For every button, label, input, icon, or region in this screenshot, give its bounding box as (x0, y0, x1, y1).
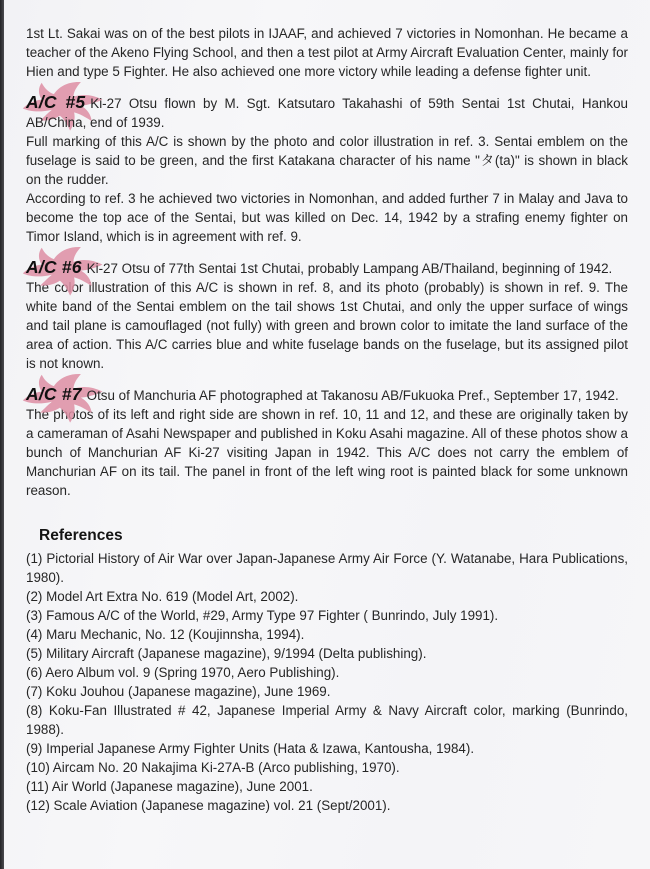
reference-item: (1) Pictorial History of Air War over Japan-Japanese Army Air Force (Y. Watanabe, Hara Publications, 1980). (26, 551, 628, 585)
reference-item: (10) Aircam No. 20 Nakajima Ki-27A-B (Arco publishing, 1970). (26, 760, 400, 775)
references-list (26, 549, 628, 815)
references-title: References (39, 527, 123, 544)
reference-item: (4) Maru Mechanic, No. 12 (Koujinnsha, 1994). (26, 627, 305, 642)
intro-paragraph: 1st Lt. Sakai was on of the best pilots in IJAAF, and achieved 7 victories in Nomonhan. He became a teacher of the Akeno Flying School, and then a test pilot at Army Aircraft Evaluation Center, mainly for Hien and type 5 Fighter. He also achieved one more victory while leading a defense fighter unit. (26, 26, 628, 79)
reference-item: (6) Aero Album vol. 9 (Spring 1970, Aero Publishing). (26, 665, 340, 680)
section-ac7 (26, 385, 628, 405)
ac5-subtitle: Ki-27 Otsu flown by M. Sgt. Katsutaro Takahashi of 59th Sentai 1st Chutai, Hankou AB/China, end of 1939. (26, 96, 628, 130)
ac5-paragraph: Full marking of this A/C is shown by the photo and color illustration in ref. 3. Sentai emblem on the fuselage is said to be green, and the first Katakana character of his name "タ(ta)" is shown in black on the rudder. (26, 134, 628, 187)
section-ac5 (26, 93, 628, 132)
reference-item: (3) Famous A/C of the World, #29, Army Type 97 Fighter ( Bunrindo, July 1991). (26, 608, 499, 623)
reference-item: (7) Koku Jouhou (Japanese magazine), June 1969. (26, 684, 331, 699)
scan-edge-shadow (0, 0, 4, 869)
reference-item: (11) Air World (Japanese magazine), June 2001. (26, 779, 313, 794)
reference-item: (2) Model Art Extra No. 619 (Model Art, 2002). (26, 589, 299, 604)
ac7-subtitle: Otsu of Manchuria AF photographed at Takanosu AB/Fukuoka Pref., September 17, 1942. (86, 388, 619, 403)
ac7-heading: A/C #7 (26, 384, 82, 404)
ac5-paragraph: According to ref. 3 he achieved two victories in Nomonhan, and added further 7 in Malay and Java to become the top ace of the Sentai, but was killed on Dec. 14, 1942 by a strafing enemy fighter on Timor Island, which is in agreement with ref. 9. (26, 191, 628, 244)
reference-item: (8) Koku-Fan Illustrated # 42, Japanese Imperial Army & Navy Aircraft color, marking (Bunrindo, 1988). (26, 703, 628, 737)
reference-item: (5) Military Aircraft (Japanese magazine), 9/1994 (Delta publishing). (26, 646, 427, 661)
ac5-heading: A/C #5 (26, 92, 86, 112)
ac6-paragraph: The color illustration of this A/C is shown in ref. 8, and its photo (probably) is shown in ref. 9. The white band of the Sentai emblem on the tail shows 1st Chutai, and only the upper surface of wings and tail plane is camouflaged (not fully) with green and brown color to imitate the land surface of the area of action. This A/C carries blue and white fuselage bands on the fuselage, but its assigned pilot is not known. (26, 280, 628, 371)
ac6-heading: A/C #6 (26, 257, 82, 277)
reference-item: (9) Imperial Japanese Army Fighter Units (Hata & Izawa, Kantousha, 1984). (26, 741, 475, 756)
ac7-paragraph: The photos of its left and right side are shown in ref. 10, 11 and 12, and these are originally taken by a cameraman of Asahi Newspaper and published in Koku Asahi magazine. All of these photos show a bunch of Manchurian AF Ki-27 visiting Japan in 1942. This A/C does not carry the emblem of Manchurian AF on its tail. The panel in front of the left wing root is painted black for some unknown reason. (26, 407, 628, 498)
reference-item: (12) Scale Aviation (Japanese magazine) vol. 21 (Sept/2001). (26, 798, 391, 813)
ac6-subtitle: Ki-27 Otsu of 77th Sentai 1st Chutai, probably Lampang AB/Thailand, beginning of 1942. (86, 261, 613, 276)
section-ac6 (26, 258, 628, 278)
